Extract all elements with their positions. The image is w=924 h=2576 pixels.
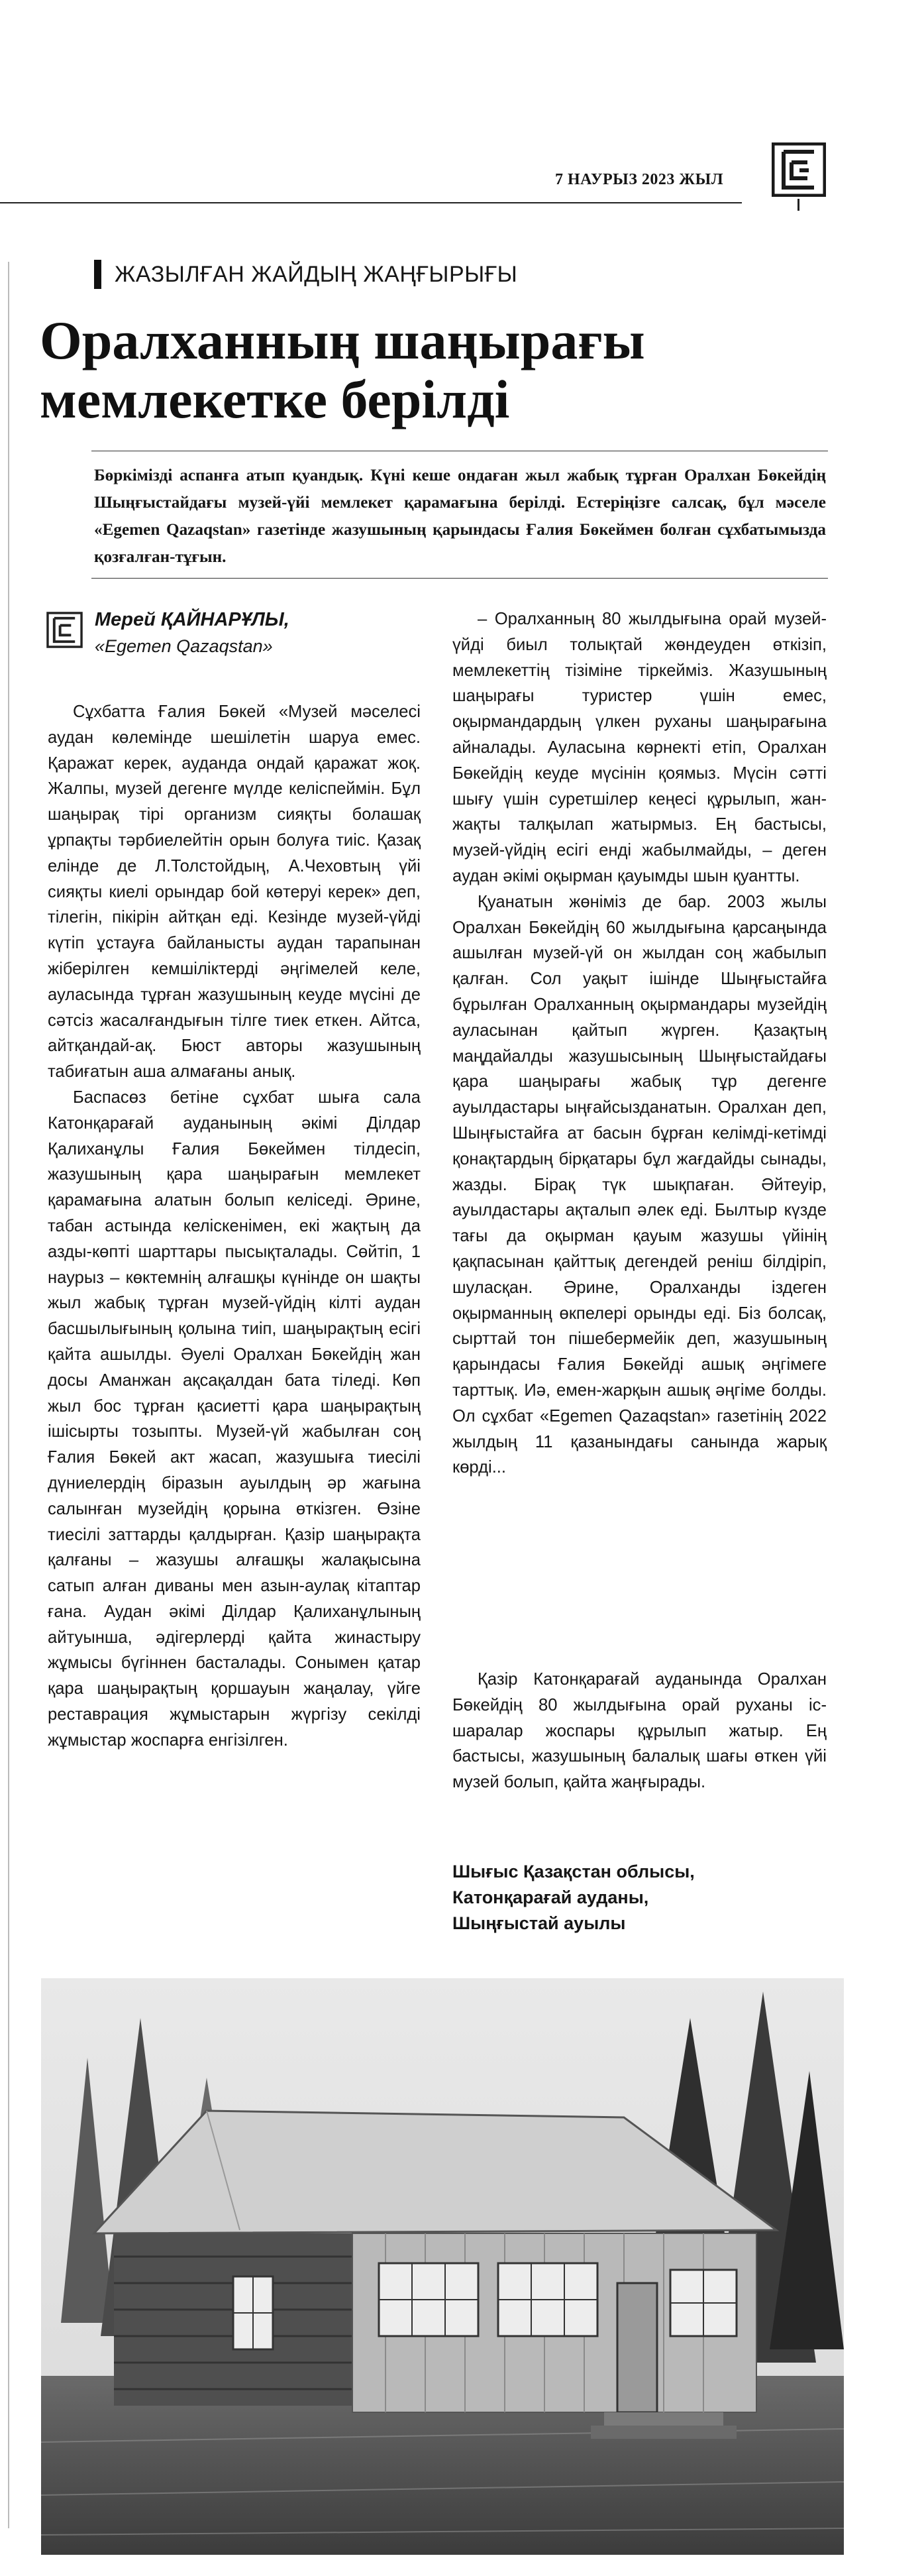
egemen-small-logo-icon — [46, 612, 83, 648]
dateline — [452, 1859, 827, 1936]
margin-rule — [8, 262, 9, 2528]
logo-stand — [797, 199, 799, 211]
lead-paragraph: Бөркімізді аспанға атып қуандық. Күні кеше ондаған жыл жабық тұрған Оралхан Бөкейдің Шыңғыстайдағы музей-үйі мемлекет қарамағына берілді. Естеріңізге салсақ, бұл мәселе «Egemen Qazaqstan» газетінде жазушының қарындасы Ғалия Бөкеймен болған сұхбатымызда қозғалған-тұғын. — [94, 467, 826, 566]
article-column-right — [452, 606, 827, 1481]
museum-house-photo — [41, 1978, 844, 2555]
dateline-village: Шыңғыстай ауылы — [452, 1913, 626, 1933]
headline — [40, 311, 835, 429]
dateline-region: Шығыс Қазақстан облысы, — [452, 1862, 695, 1881]
author-block — [46, 606, 289, 659]
article-paragraph: Қуанатын жөніміз де бар. 2003 жылы Оралхан Бөкейдің 60 жылдығына қарсаңында ашылған музей-үй он жылдан соң жабылып қалған. Сол уақыт ішінде Шыңғыстайға бұрылған Оралханның оқырмандары музейдің ауласынан қайтып жүрген. Қазақтың маңдайалды жазушысының Шыңғыстайдағы қара шаңырағы жабық тұр дегенге ауылдастары ыңғайсызданатын. Оралхан деп, Шыңғыстайға ат басын бұрған келімді-кетімді қонақтардың бірқатары бұл жағдайды сынады, жазды. Бірақ түк шықпаған. Әйтеуір, ауылдастары ақталып әлек еді. Былтыр күзде тағы да оқырман қауым жазушы үйінің қақпасынан қайттық дегендей реніш білдіріп, шуласқан. Әрине, Оралханды іздеген оқырманның өкпелері орынды еді. Біз болсақ, сырттай тон пішебермейік деп, жазушының қарындасы Ғалия Бөкейді ашық әңгімеге тарттық. Иә, емен-жарқын ашық әңгіме болды. Ол сұхбат «Egemen Qazaqstan» газетінің 2022 жылдың 11 қазанындағы санында жарық көрді... — [452, 892, 827, 1477]
header-rule — [0, 202, 742, 203]
lead-bottom-rule — [91, 578, 828, 579]
rubric — [94, 260, 517, 289]
issue-date: 7 НАУРЫЗ 2023 ЖЫЛ — [555, 171, 724, 188]
egemen-logo-icon — [772, 142, 826, 197]
article-paragraph: Сұхбатта Ғалия Бөкей «Музей мәселесі аудан көлемінде шешілетін шаруа емес. Қаражат керек, ауданда ондай қаражат жоқ. Жалпы, музей дегенге мүлде келіспеймін. Бұл шаңырақ тірі организм сияқты болашақ ұрпақты тәрбиелейтін орын болуға тиіс. Қазақ елінде де Л.Толстойдың, А.Чеховтың үйі сияқты киелі орындар бой көтеруі керек» деп, тілегін, пікірін айтқан еді. Кезінде музей-үйді күтіп ұстауға байланысты аудан тарапынан жіберілген кемшіліктерді әңгімелей келе, ауласында тұрған жазушының кеуде мүсіні де сәтсіз жасалғандығын тілге тиек еткен. Айтса, айтқандай-ақ. Бюст авторы жазушының табиғатын аша алмағаны анық. — [48, 702, 421, 1082]
article-paragraph: – Оралханның 80 жылдығына орай музей-үйді биыл толықтай жөндеуден өткізіп, мемлекеттің тізіміне тіркейміз. Жазушының шаңырағы туристер үшін емес, оқырмандардың үлкен руханы шаңырағына айналады. Ауласына көрнекті етіп, Оралхан Бөкейдің кеуде мүсінін қоямыз. Мүсін сәтті шығу үшін суретшілер кеңесі құрылып, жан-жақты талқылап жатырмыз. Ең бастысы, музей-үйдің есігі енді жабылмайды, – деген аудан әкімі оқырман қауымды шын қуантты. — [452, 610, 827, 885]
article-column-left — [48, 699, 421, 1754]
headline-line-2: мемлекетке берілді — [40, 368, 510, 429]
headline-line-1: Оралханның шаңырағы — [40, 310, 645, 370]
article-paragraph: Қазір Катонқарағай ауданында Оралхан Бөкейдің 80 жылдығына орай руханы іс-шаралар жоспары құрылып жатыр. Ең бастысы, жазушының балалық шағы өткен үйі музей болып, қайта жаңғырады. — [452, 1670, 827, 1792]
article-column-right-end — [452, 1667, 827, 1795]
dateline-district: Катонқарағай ауданы, — [452, 1887, 649, 1907]
author-publication: «Egemen Qazaqstan» — [95, 636, 273, 656]
author-name: Мерей ҚАЙНАРҰЛЫ, — [95, 609, 289, 630]
article-paragraph: Баспасөз бетіне сұхбат шыға сала Катонқарағай ауданының әкімі Ділдар Қалиханұлы Ғалия Бөкеймен тілдесіп, жазушының қара шаңырағын мемлекет қарамағына алатын болып келіседі. Әрине, табан астында келіскенімен, екі жақтың да азды-көпті шарттары пысықталады. Сөйтіп, 1 наурыз – көктемнің алғашқы күнінде он шақты жыл жабық тұрған музей-үйдің кілті аудан басшылығының қолына тиіп, шаңырақтың есігі қайта ашылды. Әуелі Оралхан Бөкейдің жан досы Аманжан ақсақалдан бата тіледі. Көп жыл бос тұрған қасиетті қара шаңырақтың ішісырты тозыпты. Музей-үй жабылған соң Ғалия Бөкей акт жасап, жазушыға тиесілі дүниелердің біразын ауылдың әр жағына салынған музейдің қорына өткізген. Өзіне тиесілі заттарды қалдырған. Қазір шаңырақта қалғаны – жазушы алғашқы жалақысына сатып алған диваны мен азын-аулақ кітаптар ғана. Аудан әкімі Ділдар Қалиханұлының айтуынша, әдігерлерді қайта жинастыру жұмысы бүгіннен басталады. Сонымен қатар қара шаңырақтың қоршауын жаңалау, үйге реставрация жұмыстарын жүргізу секілді жұмыстар жоспарға енгізілген. — [48, 1088, 421, 1750]
rubric-label: ЖАЗЫЛҒАН ЖАЙДЫҢ ЖАҢҒЫРЫҒЫ — [115, 261, 518, 287]
rubric-bar — [94, 260, 101, 289]
